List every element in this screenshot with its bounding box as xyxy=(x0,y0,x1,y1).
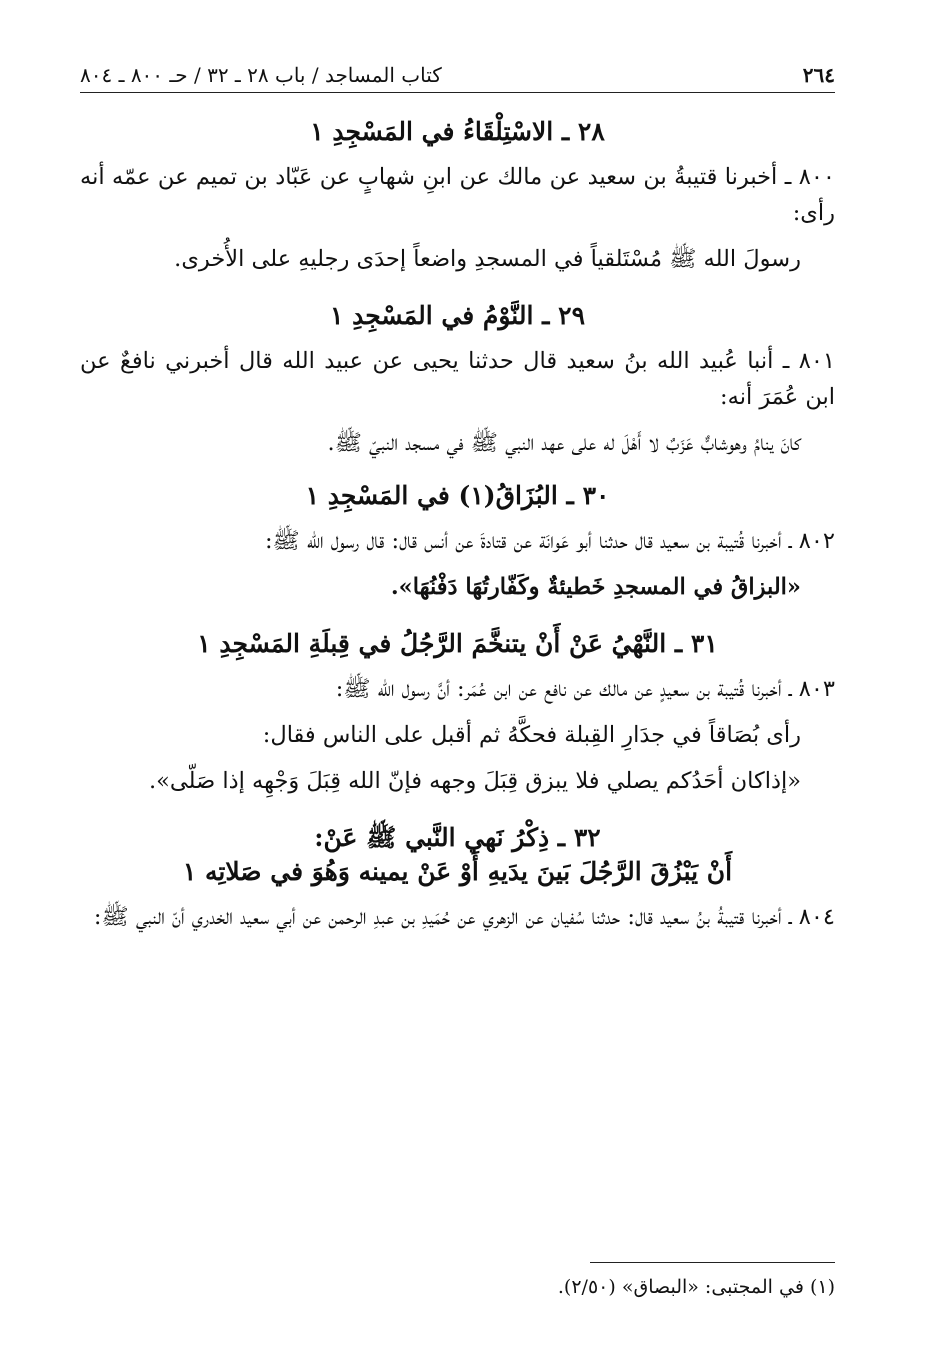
page-number: ٢٦٤ xyxy=(802,63,835,87)
hadith-quote: كانَ ينامُ وهوشابٌّ عَزَبٌ لا أَهْلَ له على عهد النبي ﷺ في مسجد النبيّ ﷺ. xyxy=(327,430,801,456)
footnote: (١) في المجتبى: «البصاق» (٢/٥٠). xyxy=(557,1276,835,1298)
section-heading: ٢٩ ـ النَّوْمُ في المَسْجِدِ ١ xyxy=(329,301,585,330)
section-heading: ٣٢ ـ ذِكْرُ نَهي النَّبي ﷺ عَنْ: xyxy=(314,823,601,852)
hadith-text: ٨٠٤ ـ أخبرنا قتيبةُ بنُ سعيد قال: حدثنا سُفيان عن الزهري عن حُمَيدِ بن عبدِ الرحمن عن أبي سعيد الخدري أنّ النبي ﷺ: xyxy=(93,904,835,930)
running-title: كتاب المساجد / باب ٢٨ ـ ٣٢ / حـ ٨٠٠ ـ ٨٠٤ xyxy=(80,63,442,87)
section-heading-line-2: أَنْ يَبْزُقَ الرَّجُلَ بَينَ يدَيهِ أَوْ عَنْ يمينه وَهُوَ في صَلاتِه ١ xyxy=(182,857,733,886)
hadith-quote: رأى بُصَاقاً في جدَارِ القِبلة فحكَّهُ ثم أقبل على الناس فقال: xyxy=(262,722,801,748)
section-heading: ٢٨ ـ الاسْتِلْقَاءُ في المَسْجِدِ ١ xyxy=(310,117,605,146)
hadith-quote: «البزاقُ في المسجدِ خَطيئةٌ وكَفّارتُهَا دَفْنُهَا». xyxy=(390,574,801,600)
hadith-quote: رسولَ الله ﷺ مُسْتَلقياً في المسجدِ واضعاً إحدَى رجليهِ على الأُخرى. xyxy=(174,246,801,272)
section-heading: ٣١ ـ النَّهْيُ عَنْ أَنْ يتنخَّمَ الرَّجُلُ في قِبلَةِ المَسْجِدِ ١ xyxy=(197,629,718,658)
footnote-rule xyxy=(590,1262,835,1263)
section-heading: ٣٠ ـ البُزَاقُ(١) في المَسْجِدِ ١ xyxy=(305,481,610,510)
running-header xyxy=(80,62,835,93)
hadith-text: ٨٠١ ـ أنبا عُبيد الله بنُ سعيد قال حدثنا يحيى عن عبيد الله قال أخبرني نافعٌ عن ابن عُمَرَ أنه: xyxy=(80,348,835,410)
hadith-text: ٨٠٠ ـ أخبرنا قتيبةُ بن سعيد عن مالك عن ابنِ شهابٍ عن عَبّاد بن تميم عن عمّه أنه رأى: xyxy=(80,164,835,226)
hadith-text: ٨٠٣ ـ أخبرنا قُتيبة بن سعيدٍ عن مالك عن نافع عن ابن عُمَر: أنَّ رسول الله ﷺ: xyxy=(335,676,835,702)
hadith-quote: «إذاكان أحَدُكم يصلي فلا يبزق قِبَلَ وجهه فإنّ الله قِبَلَ وَجْهِه إذا صَلّى». xyxy=(148,768,801,794)
hadith-text: ٨٠٢ ـ أخبرنا قُتيبة بن سعيد قال حدثنا أبو عَوانَة عن قتادةَ عن أنس قال: قال رسول الله ﷺ: xyxy=(264,528,835,554)
